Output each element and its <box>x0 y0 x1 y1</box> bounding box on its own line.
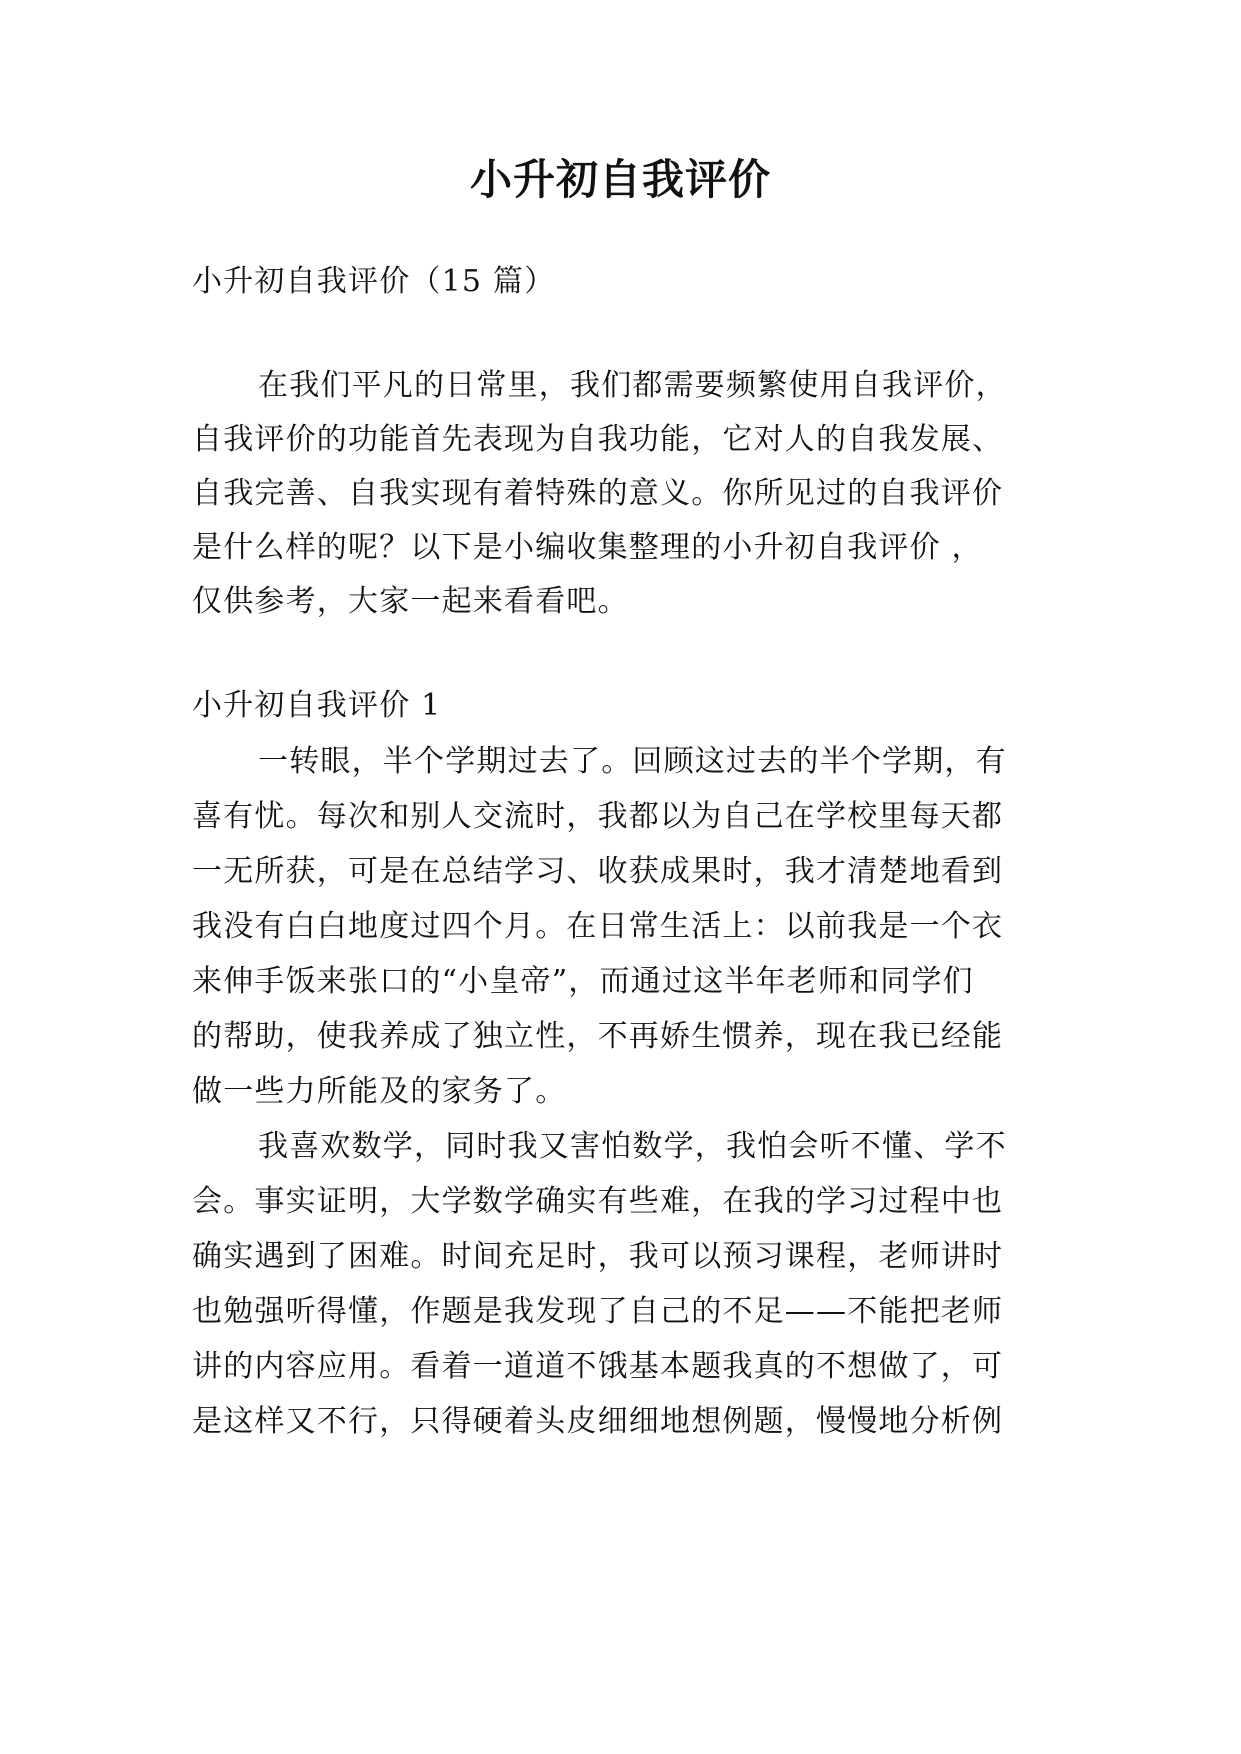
document-subtitle: 小升初自我评价（15 篇） <box>192 264 556 299</box>
intro-line: 是什么样的呢？以下是小编收集整理的小升初自我评价 ， <box>192 530 983 565</box>
paragraph-line: 讲的内容应用。看着一道道不饿基本题我真的不想做了，可 <box>192 1349 1004 1384</box>
section-heading: 小升初自我评价 1 <box>192 688 442 723</box>
paragraph-line: 我喜欢数学，同时我又害怕数学，我怕会听不懂、学不 <box>258 1129 1007 1164</box>
paragraph-line: 确实遇到了困难。时间充足时，我可以预习课程，老师讲时 <box>192 1239 1004 1274</box>
paragraph-line: 一无所获，可是在总结学习、收获成果时，我才清楚地看到 <box>192 854 1004 889</box>
paragraph-line: 做一些力所能及的家务了。 <box>192 1074 567 1109</box>
paragraph-line: 也勉强听得懂，作题是我发现了自己的不足——不能把老师 <box>192 1294 1004 1329</box>
paragraph-line: 会。事实证明，大学数学确实有些难，在我的学习过程中也 <box>192 1184 1004 1219</box>
paragraph-line: 我没有白白地度过四个月。在日常生活上：以前我是一个衣 <box>192 909 1004 944</box>
intro-line: 自我完善、自我实现有着特殊的意义。你所见过的自我评价 <box>192 476 1004 511</box>
paragraph-line: 来伸手饭来张口的“小皇帝”，而通过这半年老师和同学们 <box>192 964 974 999</box>
paragraph-line: 的帮助，使我养成了独立性，不再娇生惯养，现在我已经能 <box>192 1019 1004 1054</box>
paragraph-line: 喜有忧。每次和别人交流时，我都以为自己在学校里每天都 <box>192 799 1004 834</box>
intro-line: 自我评价的功能首先表现为自我功能，它对人的自我发展、 <box>192 422 1004 457</box>
document-title: 小升初自我评价 <box>469 155 771 204</box>
paragraph-line: 一转眼，半个学期过去了。回顾这过去的半个学期，有 <box>258 744 1007 779</box>
intro-line: 在我们平凡的日常里，我们都需要频繁使用自我评价， <box>258 368 1007 403</box>
paragraph-line: 是这样又不行，只得硬着头皮细细地想例题，慢慢地分析例 <box>192 1404 1004 1439</box>
intro-line: 仅供参考，大家一起来看看吧。 <box>192 584 629 619</box>
